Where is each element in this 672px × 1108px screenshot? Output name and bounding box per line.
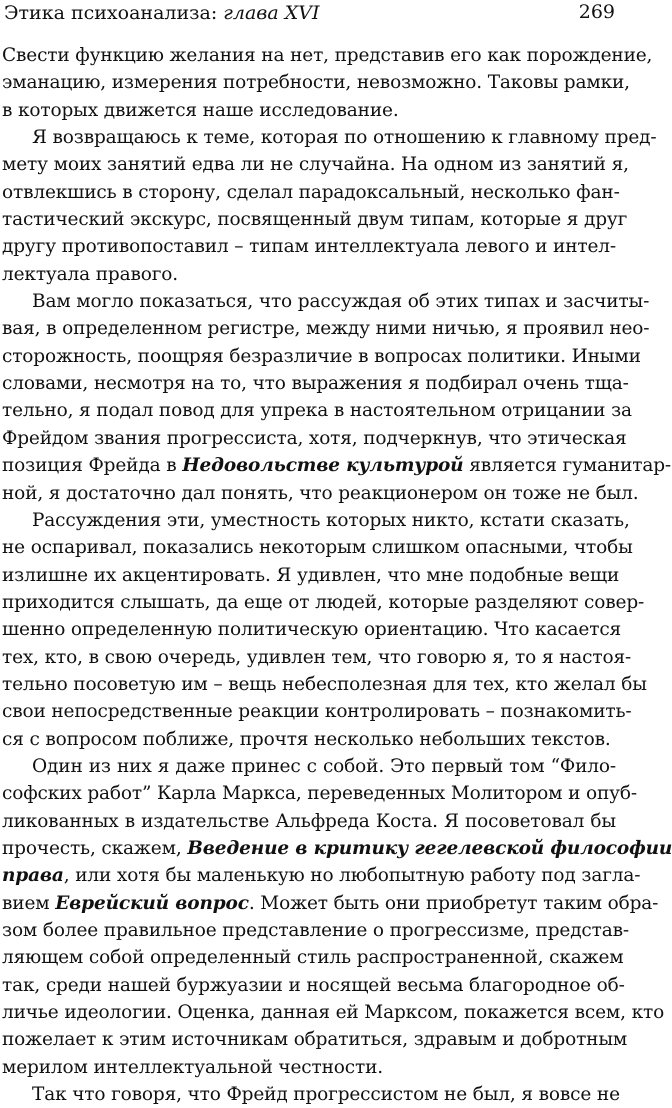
text-segment: мерилом интеллектуальной честности. (2, 1056, 383, 1078)
text-segment: пожелает к этим источникам обратиться, здравым и добротным (2, 1029, 628, 1051)
text-line (2, 780, 638, 807)
text-segment: ликованных в издательстве Альфреда Коста. Я посоветовал бы (2, 810, 616, 832)
text-segment: так, среди нашей буржуазии и носящей весьма благородное об- (2, 974, 625, 996)
text-line (2, 1054, 616, 1081)
text-segment: тех, кто, в свою очередь, удивлен тем, что говорю я, то я настоя- (2, 646, 632, 668)
paragraph (2, 42, 653, 124)
text-line (2, 917, 629, 944)
text-line (2, 944, 624, 971)
paragraph (2, 507, 647, 753)
text-line (2, 42, 653, 69)
text-segment: свои непосредственные реакции контролировать – познакомить- (2, 701, 632, 723)
text-segment: тастический экскурс, посвященный двум типам, которые я друг (2, 209, 628, 231)
text-segment: отвлекшись в сторону, сделал парадоксальный, несколько фан- (2, 181, 620, 203)
text-segment: . Может быть они приобретут таким обра- (248, 892, 659, 914)
text-segment: личье идеологии. Оценка, данная ей Марксом, покажется всем, кто (2, 1002, 665, 1024)
emphasized-title: права (2, 865, 64, 887)
text-segment: эманацию, измерения потребности, невозможно. Таковы рамки, (2, 72, 630, 94)
body-text (2, 42, 672, 1108)
text-segment: приходится слышать, да еще от людей, которые разделяют совер- (2, 591, 645, 613)
text-segment: прочесть, скажем, (2, 837, 188, 859)
text-line (2, 97, 616, 124)
text-line (2, 972, 625, 999)
text-line (2, 890, 659, 917)
text-segment: вием (2, 892, 56, 914)
text-segment: Один из них я даже принес с собой. Это первый том “Фило- (32, 755, 616, 777)
running-title (4, 2, 319, 24)
text-line (2, 698, 632, 725)
paragraph (2, 124, 657, 288)
text-segment: шенно определенную политическую ориентацию. Что касается (2, 619, 622, 641)
text-segment: софских работ” Карла Маркса, переведенных Молитором и опуб- (2, 783, 638, 805)
text-line (2, 589, 645, 616)
text-line (2, 562, 620, 589)
text-segment: ляющем собой определенный стиль распространенной, скажем (2, 947, 624, 969)
text-segment: словами, несмотря на то, что выражения я подбирал очень тща- (2, 373, 629, 395)
text-line (2, 507, 630, 534)
text-line (2, 480, 639, 507)
text-line (2, 233, 616, 260)
paragraph (2, 753, 672, 1081)
page-number: 269 (578, 1, 615, 23)
text-line (2, 1026, 628, 1053)
text-segment: зом более правильное представление о прогрессизме, представ- (2, 920, 629, 941)
text-line (2, 206, 628, 233)
text-segment: вая, в определенном регистре, между ними ничью, я проявил нео- (2, 318, 650, 340)
text-line (2, 726, 616, 753)
text-line (2, 397, 632, 424)
text-line (2, 1081, 620, 1108)
text-segment: ной, я достаточно дал понять, что реакционером он тоже не был. (2, 482, 639, 504)
paragraph (2, 1081, 620, 1108)
text-segment: сторожность, поощряя безразличие в вопросах политики. Иными (2, 345, 641, 367)
text-line (2, 862, 641, 889)
text-segment: тельно, я подал повод для упрека в настоятельном отрицании за (2, 400, 632, 422)
text-segment: Фрейдом звания прогрессиста, хотя, подчеркнув, что этическая (2, 427, 627, 449)
text-segment: Рассуждения эти, уместность которых никто, кстати сказать, (32, 509, 630, 531)
text-line (2, 179, 620, 206)
text-segment: Вам могло показаться, что рассуждая об этих типах и засчиты- (32, 291, 650, 313)
emphasized-title: Еврейский вопрос (55, 892, 249, 914)
emphasized-title: Недовольстве культурой (182, 455, 464, 477)
text-line (2, 151, 629, 178)
text-segment: Так что говоря, что Фрейд прогрессистом не был, я вовсе не (32, 1084, 620, 1106)
text-segment: излишне их акцентировать. Я удивлен, что мне подобные вещи (2, 564, 620, 586)
text-line (2, 370, 629, 397)
text-line (2, 261, 616, 288)
text-segment: ся с вопросом поближе, прочтя несколько небольших текстов. (2, 728, 611, 750)
text-line (2, 69, 630, 96)
text-segment: позиция Фрейда в (2, 455, 183, 477)
running-title-plain: Этика психоанализа: (4, 2, 224, 24)
text-line (2, 425, 627, 452)
text-line (2, 616, 622, 643)
text-segment: Я возвращаюсь к теме, которая по отношению к главному пред- (32, 127, 657, 149)
running-title-chapter: глава XVI (223, 2, 320, 24)
text-line (2, 534, 633, 561)
text-segment: является гуманитар- (463, 455, 672, 477)
text-segment: в которых движется наше исследование. (2, 99, 399, 121)
text-line (2, 808, 616, 835)
text-line (2, 644, 632, 671)
text-segment: лектуала правого. (2, 263, 178, 285)
text-segment: другу противопоставил – типам интеллектуала левого и интел- (2, 236, 616, 258)
text-line (2, 999, 665, 1026)
running-head (2, 0, 618, 36)
text-segment: тельно посоветую им – вещь небесполезная для тех, кто желал бы (2, 673, 647, 695)
text-line (2, 671, 647, 698)
text-line (2, 315, 650, 342)
text-line (2, 452, 672, 479)
paragraph (2, 288, 672, 507)
text-line (2, 753, 616, 780)
text-segment: Свести функцию желания на нет, представив его как порождение, (2, 45, 653, 66)
emphasized-title: Введение в критику гегелевской философии (187, 837, 672, 859)
text-line (2, 288, 650, 315)
text-line (2, 343, 641, 370)
text-segment: не оспаривал, показались некоторым слишком опасными, чтобы (2, 537, 633, 559)
text-segment: мету моих занятий едва ли не случайна. На одном из занятий я, (2, 154, 629, 176)
text-line (2, 124, 657, 151)
text-segment: , или хотя бы маленькую но любопытную работу под загла- (63, 865, 641, 887)
text-line (2, 835, 672, 862)
